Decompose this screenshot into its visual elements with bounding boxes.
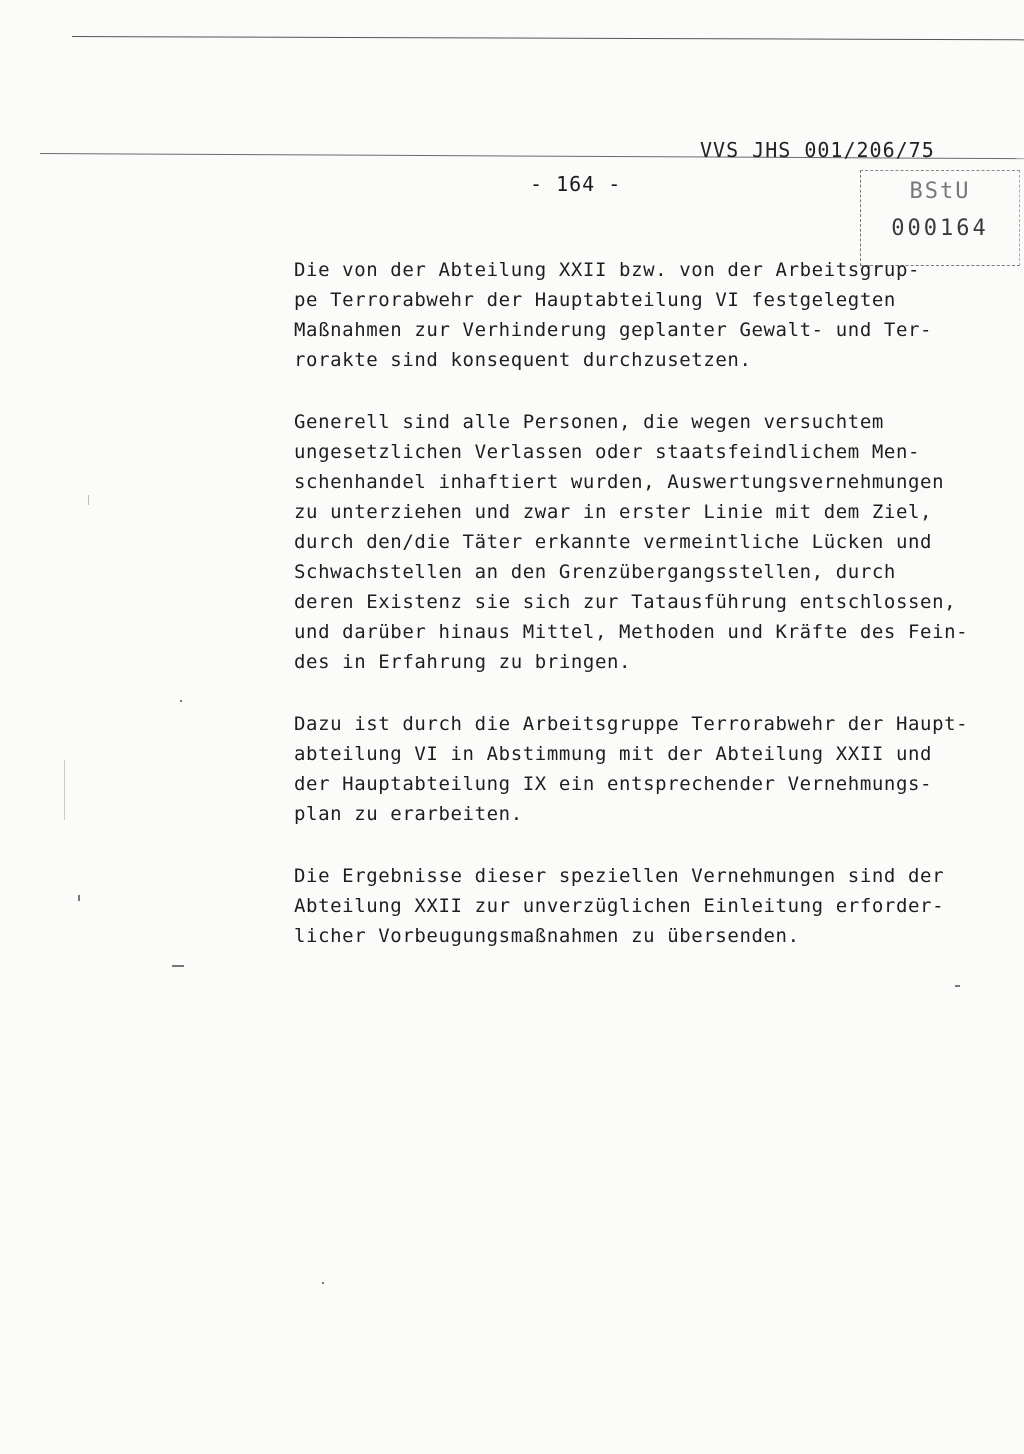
- scan-speck: [78, 895, 80, 901]
- text-line: abteilung VI in Abstimmung mit der Abteilung XXII und: [294, 743, 933, 765]
- text-line: Maßnahmen zur Verhinderung geplanter Gewalt- und Ter-: [294, 319, 933, 341]
- text-line: ungesetzlichen Verlassen oder staatsfeindlichem Men-: [294, 441, 921, 463]
- scan-speck: [955, 985, 960, 987]
- stamp-archive-number: 000164: [891, 216, 989, 241]
- text-line: Generell sind alle Personen, die wegen versuchtem: [294, 411, 884, 433]
- scan-speck: [88, 495, 89, 505]
- paragraph-4: [294, 861, 994, 951]
- scan-speck: [172, 965, 184, 967]
- document-reference: VVS JHS 001/206/75: [700, 138, 935, 162]
- paragraph-3: [294, 709, 994, 829]
- page-number: - 164 -: [530, 172, 622, 196]
- text-line: durch den/die Täter erkannte vermeintliche Lücken und: [294, 531, 933, 553]
- text-line: Die Ergebnisse dieser speziellen Vernehmungen sind der: [294, 865, 945, 887]
- text-line: zu unterziehen und zwar in erster Linie mit dem Ziel,: [294, 501, 933, 523]
- text-line: pe Terrorabwehr der Hauptabteilung VI festgelegten: [294, 289, 896, 311]
- text-line: und darüber hinaus Mittel, Methoden und Kräfte des Fein-: [294, 621, 969, 643]
- body-text: [294, 255, 994, 983]
- text-line: licher Vorbeugungsmaßnahmen zu übersenden.: [294, 925, 800, 947]
- text-line: Dazu ist durch die Arbeitsgruppe Terrorabwehr der Haupt-: [294, 713, 969, 735]
- scan-speck: [180, 700, 182, 702]
- text-line: der Hauptabteilung IX ein entsprechender Vernehmungs-: [294, 773, 933, 795]
- top-edge-rule: [72, 36, 1024, 40]
- paragraph-1: [294, 255, 994, 375]
- text-line: Schwachstellen an den Grenzübergangsstellen, durch: [294, 561, 896, 583]
- text-line: des in Erfahrung zu bringen.: [294, 651, 632, 673]
- text-line: deren Existenz sie sich zur Tatausführung entschlossen,: [294, 591, 957, 613]
- scan-speck: [64, 760, 65, 820]
- text-line: schenhandel inhaftiert wurden, Auswertungsvernehmungen: [294, 471, 945, 493]
- text-line: Abteilung XXII zur unverzüglichen Einleitung erforder-: [294, 895, 945, 917]
- text-line: Die von der Abteilung XXII bzw. von der Arbeitsgrup-: [294, 259, 921, 281]
- text-line: plan zu erarbeiten.: [294, 803, 523, 825]
- text-line: rorakte sind konsequent durchzusetzen.: [294, 349, 752, 371]
- stamp-archive-label: BStU: [909, 179, 971, 204]
- archive-stamp: [860, 170, 1020, 266]
- scan-speck: [322, 1282, 324, 1284]
- paragraph-2: [294, 407, 994, 677]
